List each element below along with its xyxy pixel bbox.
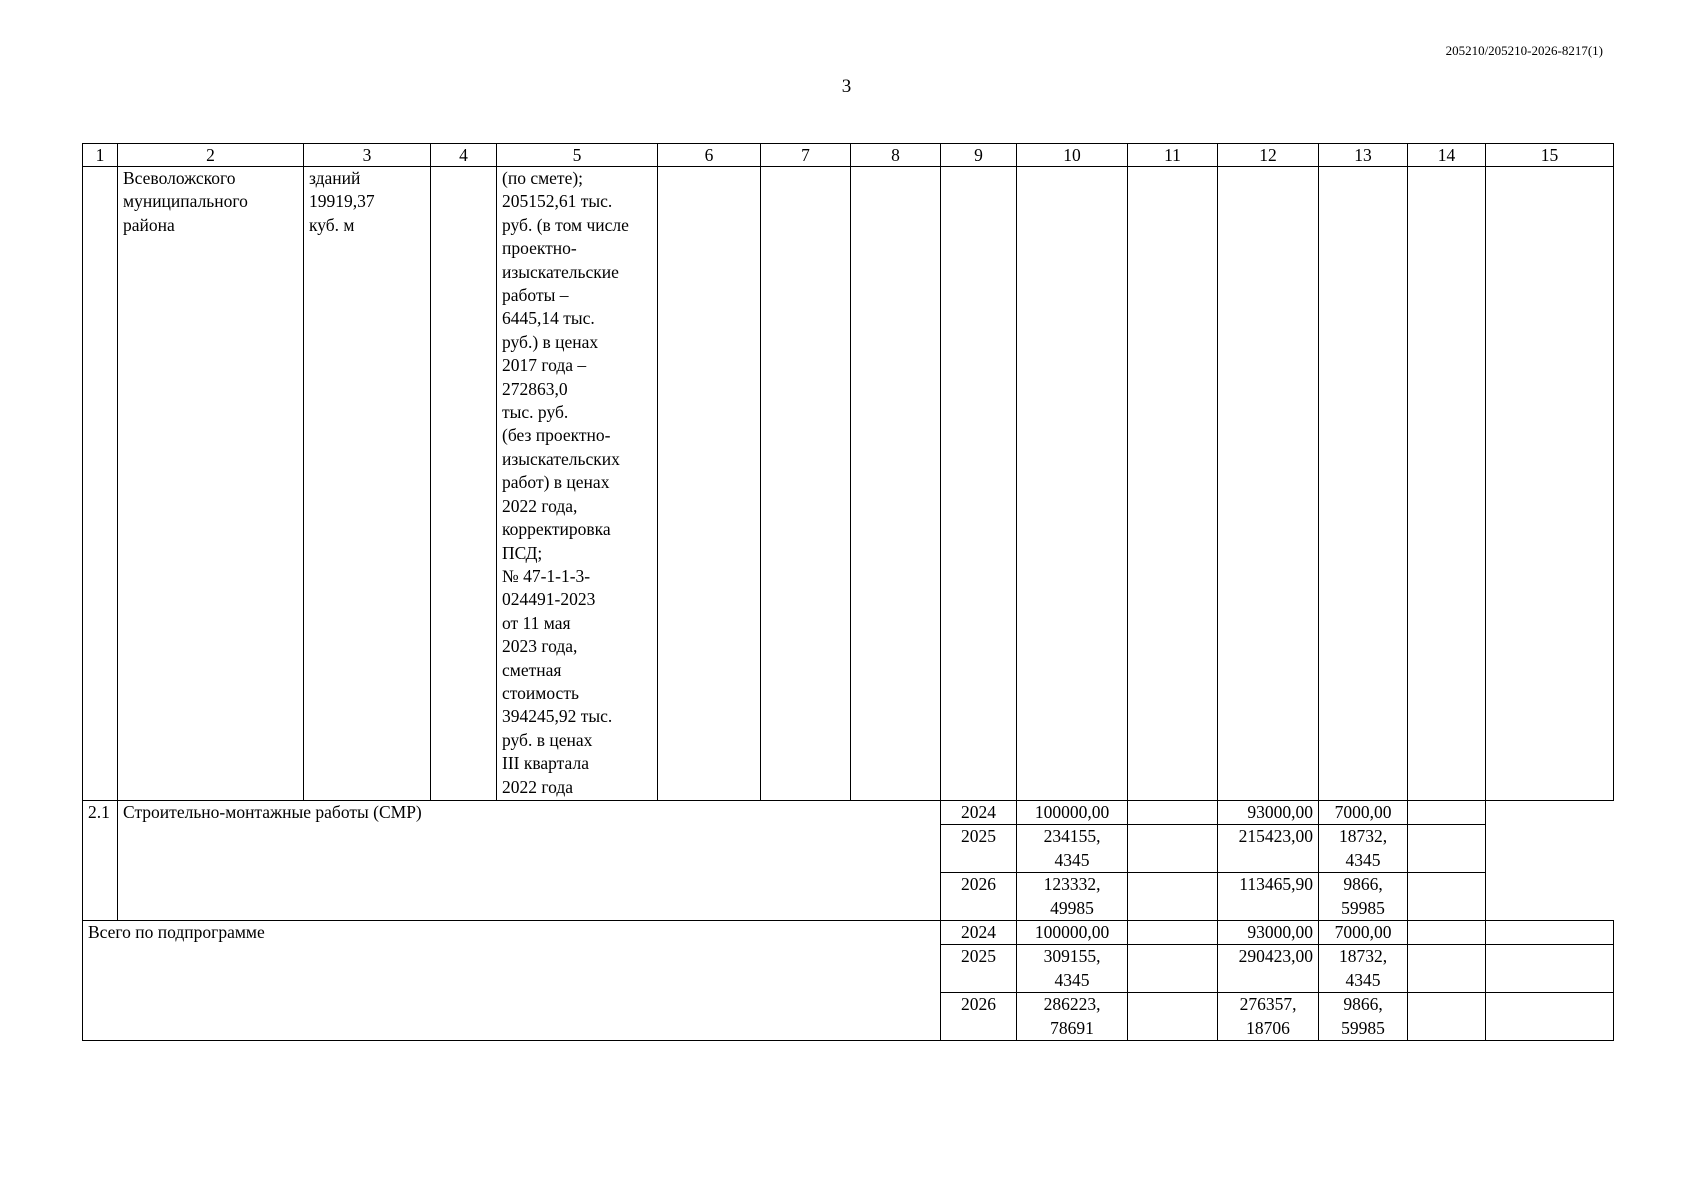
year-cell: 2024 xyxy=(941,921,1017,945)
regional-cell xyxy=(1319,945,1408,993)
object-capacity-cell xyxy=(304,167,431,801)
text-line: района xyxy=(123,214,175,235)
column-number-row xyxy=(83,144,1614,167)
year-cell: 2026 xyxy=(941,993,1017,1041)
smr-number: 2.1 xyxy=(83,801,118,921)
text-line: 4345 xyxy=(1345,849,1381,870)
total-cell xyxy=(1017,993,1128,1041)
text-line: 272863,0 xyxy=(502,378,568,399)
column-header: 5 xyxy=(497,144,658,167)
object-description-row xyxy=(83,167,1614,801)
column-header: 2 xyxy=(118,144,304,167)
federal-cell xyxy=(1218,921,1319,945)
federal-cell xyxy=(1218,945,1319,993)
total-cell xyxy=(1017,921,1128,945)
federal-cell xyxy=(1218,873,1319,921)
total-cell xyxy=(1017,945,1128,993)
text-line: работ) в ценах xyxy=(502,472,610,493)
regional-cell xyxy=(1319,801,1408,825)
subtotal-row-2024 xyxy=(83,921,1614,945)
text-line: 100000,00 xyxy=(1034,922,1110,943)
text-line: зданий xyxy=(309,168,361,188)
text-line: 123332, xyxy=(1043,874,1101,895)
regional-cell xyxy=(1319,873,1408,921)
text-line: 4345 xyxy=(1054,969,1090,990)
text-line: 59985 xyxy=(1341,897,1385,918)
text-line: муниципального xyxy=(123,191,248,212)
text-line: проектно- xyxy=(502,238,577,259)
text-line: куб. м xyxy=(309,214,355,235)
regional-cell xyxy=(1319,993,1408,1041)
text-line: 93000,00 xyxy=(1247,922,1313,943)
object-location-cell xyxy=(118,167,304,801)
total-cell xyxy=(1017,825,1128,873)
text-line: руб. (в том числе xyxy=(502,214,629,235)
column-header: 3 xyxy=(304,144,431,167)
text-line: изыскательских xyxy=(502,448,620,469)
year-cell: 2025 xyxy=(941,945,1017,993)
text-line: 286223, xyxy=(1043,994,1101,1015)
text-line: корректировка xyxy=(502,519,611,540)
text-line: руб. в ценах xyxy=(502,729,593,750)
regional-cell xyxy=(1319,825,1408,873)
text-line: 290423,00 xyxy=(1238,946,1313,967)
regional-cell xyxy=(1319,921,1408,945)
column-header: 6 xyxy=(658,144,761,167)
text-line: тыс. руб. xyxy=(502,402,569,423)
year-cell: 2025 xyxy=(941,825,1017,873)
document-id: 205210/205210-2026-8217(1) xyxy=(1445,43,1603,58)
total-cell xyxy=(1017,873,1128,921)
total-cell xyxy=(1017,801,1128,825)
text-line: 4345 xyxy=(1054,849,1090,870)
text-line: 18732, xyxy=(1338,826,1388,847)
text-line: 59985 xyxy=(1341,1017,1385,1038)
column-header: 9 xyxy=(941,144,1017,167)
text-line: 113465,90 xyxy=(1239,874,1313,895)
text-line: работы – xyxy=(502,285,569,306)
page-number: 3 xyxy=(841,76,852,97)
column-header: 15 xyxy=(1486,144,1614,167)
text-line: Всеволожского xyxy=(123,168,236,188)
smr-label: Строительно-монтажные работы (СМР) xyxy=(118,801,941,921)
year-cell: 2024 xyxy=(941,801,1017,825)
program-table xyxy=(82,143,1614,1041)
federal-cell xyxy=(1218,825,1319,873)
text-line: ПСД; xyxy=(502,542,543,563)
subtotal-label: Всего по подпрограмме xyxy=(83,921,941,1041)
text-line: 205152,61 тыс. xyxy=(502,191,613,212)
text-line: 6445,14 тыс. xyxy=(502,308,595,329)
text-line: (по смете); xyxy=(502,168,584,188)
text-line: стоимость xyxy=(502,682,579,703)
text-line: руб.) в ценах xyxy=(502,331,599,352)
column-header: 11 xyxy=(1128,144,1218,167)
text-line: 49985 xyxy=(1050,897,1094,918)
text-line: № 47-1-1-3- xyxy=(502,565,591,586)
column-header: 12 xyxy=(1218,144,1319,167)
text-line: 7000,00 xyxy=(1334,922,1392,943)
text-line: 7000,00 xyxy=(1334,802,1392,822)
text-line: 19919,37 xyxy=(309,191,375,212)
text-line: от 11 мая xyxy=(502,612,571,633)
column-header: 7 xyxy=(761,144,851,167)
text-line: 394245,92 тыс. xyxy=(502,706,613,727)
federal-cell xyxy=(1218,801,1319,825)
object-cost-cell xyxy=(497,167,658,801)
text-line: изыскательские xyxy=(502,261,619,282)
text-line: 2022 года xyxy=(502,776,574,797)
column-header: 14 xyxy=(1408,144,1486,167)
text-line: 18732, xyxy=(1338,946,1388,967)
text-line: 78691 xyxy=(1050,1017,1094,1038)
federal-cell xyxy=(1218,993,1319,1041)
text-line: 215423,00 xyxy=(1238,826,1313,847)
text-line: 2022 года, xyxy=(502,495,578,516)
text-line: 4345 xyxy=(1345,969,1381,990)
column-header: 10 xyxy=(1017,144,1128,167)
text-line: 100000,00 xyxy=(1034,802,1110,822)
text-line: 93000,00 xyxy=(1247,802,1313,822)
text-line: 234155, xyxy=(1043,826,1101,847)
text-line: сметная xyxy=(502,659,562,680)
text-line: 309155, xyxy=(1043,946,1101,967)
smr-row-2024 xyxy=(83,801,1614,825)
text-line: 2017 года – xyxy=(502,355,587,376)
text-line: III квартала xyxy=(502,753,589,774)
text-line: 18706 xyxy=(1246,1017,1290,1038)
text-line: 9866, xyxy=(1343,994,1383,1015)
column-header: 4 xyxy=(431,144,497,167)
text-line: 024491-2023 xyxy=(502,589,596,610)
text-line: 9866, xyxy=(1343,874,1383,895)
text-line: 2023 года, xyxy=(502,636,578,657)
text-line: 276357, xyxy=(1239,994,1297,1015)
text-line: (без проектно- xyxy=(502,425,611,446)
column-header: 13 xyxy=(1319,144,1408,167)
column-header: 1 xyxy=(83,144,118,167)
column-header: 8 xyxy=(851,144,941,167)
year-cell: 2026 xyxy=(941,873,1017,921)
